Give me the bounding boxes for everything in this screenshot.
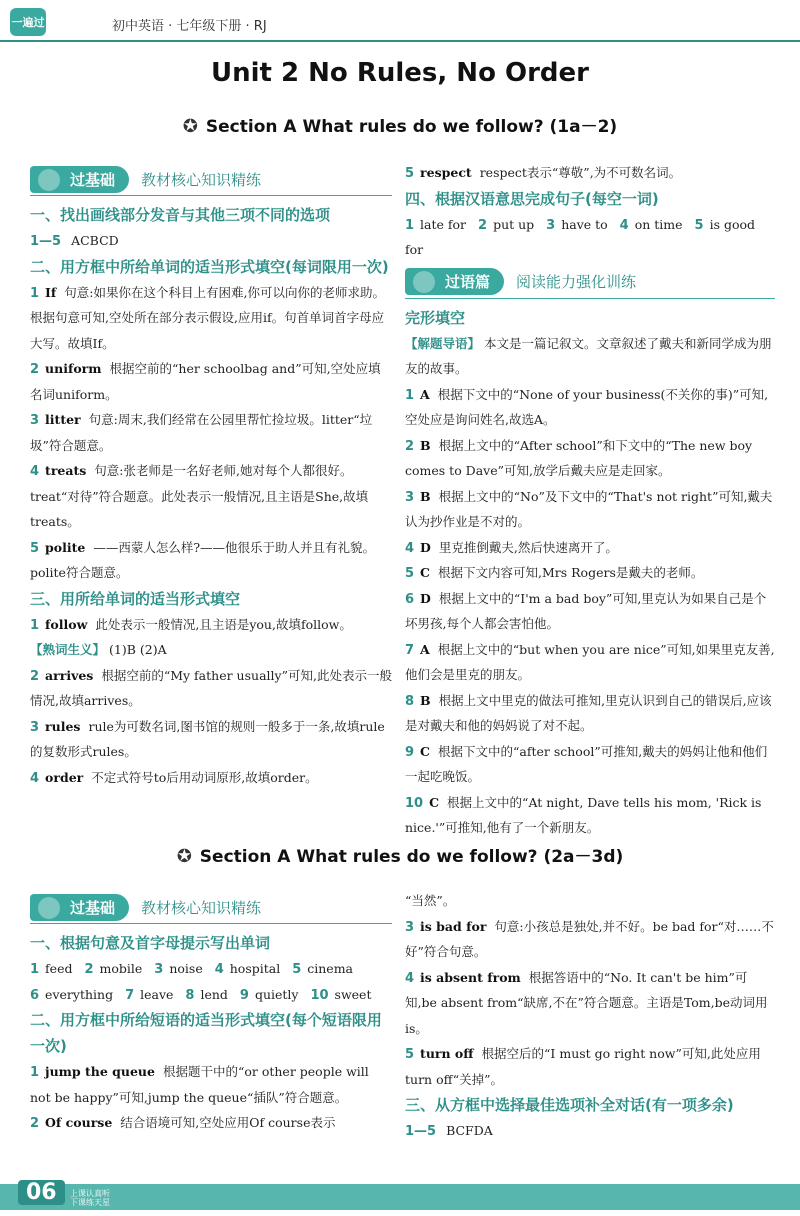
answer-item xyxy=(30,407,392,458)
item-explanation: 根据上文中里克的做法可推知,里克认识到自己的错误后,应该是对戴夫和他的妈妈说了对不起。 xyxy=(405,692,772,733)
item-answer: is absent from xyxy=(420,969,521,985)
item-explanation: 根据上文中的“At night, Dave tells his mom, 'Rick is nice.'”可推知,他有了一个新朋友。 xyxy=(405,794,762,835)
item-explanation: 根据下文中的“after school”可推知,戴夫的妈妈让他和他们一起吃晚饭。 xyxy=(405,743,768,784)
item-number: 5 xyxy=(405,166,415,181)
banner-reading xyxy=(405,265,775,299)
item-number: 2 xyxy=(405,438,415,454)
item-answer: arrives xyxy=(45,667,94,683)
item-number: 1 xyxy=(30,285,40,301)
footer-slogan-line: 下课练天星 xyxy=(70,1198,110,1207)
page-number: 06 xyxy=(18,1180,65,1205)
banner-subtitle: 教材核心知识精练 xyxy=(141,898,262,917)
item-number: 3 xyxy=(154,962,164,977)
answer-item xyxy=(405,914,775,965)
item-explanation: 里克推倒戴夫,然后快速离开了。 xyxy=(438,539,618,555)
item-answer: is bad for xyxy=(420,918,487,934)
item-answer: leave xyxy=(140,986,174,1002)
answer-item xyxy=(30,765,392,791)
footer-slogan-line: 上课认真听 xyxy=(70,1189,110,1198)
item-explanation: 句意:张老师是一名好老师,她对每个人都很好。treat“对待”符合题意。此处表示一般情况,且主语是She,故填treats。 xyxy=(30,463,369,529)
answer-item xyxy=(30,458,392,535)
item-explanation: 不定式符号to后用动词原形,故填order。 xyxy=(91,769,318,785)
item-explanation: 根据空前的“her schoolbag and”可知,空处应填名词uniform。 xyxy=(30,361,381,402)
section1-left-column xyxy=(30,160,392,790)
item-answer: C xyxy=(420,565,430,580)
star-icon: ✪ xyxy=(176,846,192,867)
item-number: 5 xyxy=(30,540,40,556)
item-answer: sweet xyxy=(334,986,372,1002)
item-number: 6 xyxy=(405,591,415,607)
item-answer: Of course xyxy=(45,1115,113,1130)
guide-label: 【解题导语】 xyxy=(405,335,481,351)
item-answer: follow xyxy=(45,616,88,632)
item-answer: on time xyxy=(634,216,683,232)
answer-item xyxy=(405,1041,775,1092)
answer-range: 1—5 xyxy=(30,234,62,249)
item-explanation: 句意:如果你在这个科目上有困难,你可以向你的老师求助。根据句意可知,空处所在部分表示假设,应用if。句首单词首字母应大写。故填If。 xyxy=(30,284,385,351)
course-label: 初中英语 · 七年级下册 · RJ xyxy=(112,19,267,34)
item-answer: A xyxy=(420,386,430,402)
item-number: 2 xyxy=(30,1116,40,1131)
item-explanation: 根据空前的“My father usually”可知,此处表示一般情况,故填arrives。 xyxy=(30,667,392,708)
item-answer: late for xyxy=(420,216,467,232)
item-explanation: rule为可数名词,图书馆的规则一般多于一条,故填rule的复数形式rules。 xyxy=(30,718,385,759)
answer-item xyxy=(405,535,775,561)
item-number: 10 xyxy=(405,795,424,811)
note-label: 【熟词生义】 xyxy=(30,642,106,657)
page-footer xyxy=(0,1172,800,1216)
item-number: 9 xyxy=(405,744,415,760)
banner-basics xyxy=(30,890,392,924)
item-explanation: 根据答语中的“No. It can't be him”可知,be absent from“缺席,不在”符合题意。主语是Tom,be动词用is。 xyxy=(405,969,768,1036)
item-answer: jump the queue xyxy=(45,1064,155,1079)
item-answer: B xyxy=(420,437,431,453)
answer-line xyxy=(405,1118,775,1144)
exercise-heading: 二、用方框中所给短语的适当形式填空(每个短语限用一次) xyxy=(30,1011,382,1055)
answer-row xyxy=(30,982,392,1008)
banner-basics xyxy=(30,162,392,196)
answer-item xyxy=(30,356,392,407)
item-number: 8 xyxy=(185,987,195,1003)
item-answer: polite xyxy=(45,539,86,555)
item-answer: feed xyxy=(45,961,73,976)
footer-slogan xyxy=(70,1189,120,1207)
answer-item xyxy=(30,612,392,638)
section-title-2 xyxy=(0,842,800,867)
note-text: (1)B (2)A xyxy=(109,642,167,657)
item-number: 1 xyxy=(30,962,40,977)
answer-item xyxy=(405,790,775,841)
exercise-heading: 三、用所给单词的适当形式填空 xyxy=(30,589,241,608)
item-answer: is good for xyxy=(405,216,756,257)
item-answer: put up xyxy=(493,216,535,232)
item-answer: B xyxy=(420,488,431,504)
banner-tag: 过基础 xyxy=(30,894,129,921)
item-answer: A xyxy=(420,641,430,657)
answer-item xyxy=(405,637,775,688)
exercise-heading: 一、根据句意及首字母提示写出单词 xyxy=(30,934,271,952)
item-number: 1 xyxy=(405,387,415,403)
answer-item xyxy=(405,160,775,186)
answer-item xyxy=(30,714,392,765)
exercise-heading: 二、用方框中所给单词的适当形式填空(每词限用一次) xyxy=(30,257,389,276)
banner-divider xyxy=(30,195,392,196)
banner-tag: 过语篇 xyxy=(405,268,504,295)
footer-bar xyxy=(0,1184,800,1210)
item-number: 9 xyxy=(239,987,249,1003)
answer-item xyxy=(30,1110,392,1136)
section-title-1 xyxy=(0,112,800,137)
item-answer: D xyxy=(420,539,431,555)
item-explanation: 根据题干中的“or other people will not be happy”可知,jump the queue“插队”符合题意。 xyxy=(30,1064,369,1105)
item-answer: C xyxy=(429,794,440,810)
continued-text: “当然”。 xyxy=(405,893,456,908)
item-number: 3 xyxy=(30,413,40,428)
item-number: 1 xyxy=(405,217,415,233)
exercise-heading: 四、根据汉语意思完成句子(每空一词) xyxy=(405,189,659,208)
item-number: 5 xyxy=(694,217,704,233)
answer-item xyxy=(30,280,392,357)
banner-divider xyxy=(30,923,392,924)
item-answer: have to xyxy=(561,216,608,232)
cloze-heading: 完形填空 xyxy=(405,308,466,327)
item-number: 3 xyxy=(405,919,415,935)
item-answer: order xyxy=(45,769,84,785)
item-answer: uniform xyxy=(45,361,102,376)
note-line xyxy=(30,637,392,663)
item-explanation: 根据上文中的“No”及下文中的“That's not right”可知,戴夫认为抄作业是不对的。 xyxy=(405,488,773,529)
item-answer: C xyxy=(420,743,430,759)
item-number: 7 xyxy=(125,987,135,1003)
item-explanation: 此处表示一般情况,且主语是you,故填follow。 xyxy=(95,616,352,632)
answer-text: ACBCD xyxy=(71,233,119,248)
item-explanation: 根据空后的“I must go right now”可知,此处应用turn off“关掉”。 xyxy=(405,1046,761,1087)
item-number: 10 xyxy=(310,987,329,1003)
answer-item xyxy=(405,739,775,790)
answer-item xyxy=(405,965,775,1042)
item-number: 2 xyxy=(84,962,94,977)
header-divider xyxy=(0,40,800,42)
answer-line xyxy=(30,228,392,254)
item-explanation: 根据上文中的“After school”和下文中的“The new boy comes to Dave”可知,放学后戴夫应是走回家。 xyxy=(405,437,753,478)
item-explanation: 根据下文中的“None of your business(不关你的事)”可知,空处应是询问姓名,故选A。 xyxy=(405,386,769,427)
item-explanation: 句意:小孩总是独处,并不好。be bad for“对……不好”符合句意。 xyxy=(405,918,774,959)
item-answer: turn off xyxy=(420,1046,474,1061)
answer-item xyxy=(405,560,775,586)
item-explanation: 结合语境可知,空处应用Of course表示 xyxy=(120,1115,336,1130)
item-number: 4 xyxy=(214,962,224,977)
item-number: 3 xyxy=(405,489,415,505)
section-title-1-text: Section A What rules do we follow? (1a－2) xyxy=(205,117,618,137)
banner-divider xyxy=(405,298,775,299)
answer-item xyxy=(30,1059,392,1110)
item-number: 2 xyxy=(30,668,40,684)
item-number: 4 xyxy=(405,540,415,556)
item-explanation: 根据下文内容可知,Mrs Rogers是戴夫的老师。 xyxy=(438,565,704,580)
item-answer: rules xyxy=(45,718,81,734)
item-number: 4 xyxy=(405,970,415,986)
item-number: 4 xyxy=(619,217,629,233)
unit-title: Unit 2 No Rules, No Order xyxy=(211,58,589,88)
answer-row xyxy=(405,212,775,263)
answer-text: BCFDA xyxy=(446,1123,493,1138)
item-number: 5 xyxy=(292,962,302,977)
banner-subtitle: 阅读能力强化训练 xyxy=(516,273,637,291)
item-explanation: 句意:周末,我们经常在公园里帮忙捡垃圾。litter“垃圾”符合题意。 xyxy=(30,412,373,453)
item-answer: noise xyxy=(169,961,203,976)
item-number: 1 xyxy=(30,617,40,633)
item-answer: litter xyxy=(45,412,81,427)
item-number: 2 xyxy=(30,362,40,377)
item-number: 8 xyxy=(405,693,415,709)
brand-logo-icon: 一遍过 xyxy=(10,8,46,36)
section1-right-column xyxy=(405,160,775,841)
item-answer: cinema xyxy=(307,961,354,976)
item-explanation: respect表示“尊敬”,为不可数名词。 xyxy=(479,165,682,180)
item-answer: mobile xyxy=(99,961,143,976)
exercise-heading: 一、找出画线部分发音与其他三项不同的选项 xyxy=(30,206,331,224)
item-number: 7 xyxy=(405,642,415,658)
answer-item xyxy=(405,382,775,433)
answer-row xyxy=(30,956,392,982)
banner-subtitle: 教材核心知识精练 xyxy=(141,170,262,189)
item-number: 5 xyxy=(405,566,415,581)
answer-item xyxy=(405,484,775,535)
item-answer: lend xyxy=(200,986,228,1002)
answer-item xyxy=(405,688,775,739)
item-answer: respect xyxy=(420,165,472,180)
item-number: 1 xyxy=(30,1065,40,1080)
item-explanation: 根据上文中的“I'm a bad boy”可知,里克认为如果自己是个坏男孩,每个人都会害怕他。 xyxy=(405,590,767,631)
item-answer: quietly xyxy=(254,986,299,1002)
answer-item xyxy=(405,586,775,637)
item-answer: B xyxy=(420,692,431,708)
item-explanation: ——西蒙人怎么样?——他很乐于助人并且有礼貌。polite符合题意。 xyxy=(30,539,376,580)
item-number: 4 xyxy=(30,770,40,786)
guide-text: 本文是一篇记叙文。文章叙述了戴夫和新同学成为朋友的故事。 xyxy=(405,335,772,376)
answer-item xyxy=(405,433,775,484)
item-explanation: 根据上文中的“but when you are nice”可知,如果里克友善,他们会是里克的朋友。 xyxy=(405,641,775,682)
item-answer: everything xyxy=(45,986,114,1002)
item-answer: If xyxy=(45,284,57,300)
item-number: 4 xyxy=(30,464,40,479)
item-answer: hospital xyxy=(229,961,281,976)
page-header xyxy=(0,0,800,44)
item-number: 3 xyxy=(30,719,40,735)
item-number: 2 xyxy=(478,217,488,233)
item-number: 6 xyxy=(30,987,40,1003)
answer-item xyxy=(30,535,392,586)
answer-item xyxy=(30,663,392,714)
item-number: 5 xyxy=(405,1047,415,1062)
exercise-heading: 三、从方框中选择最佳选项补全对话(有一项多余) xyxy=(405,1096,734,1114)
item-answer: treats xyxy=(45,463,87,478)
guide-paragraph xyxy=(405,331,775,382)
section2-right-column xyxy=(405,888,775,1144)
star-icon: ✪ xyxy=(182,116,198,137)
banner-tag: 过基础 xyxy=(30,166,129,193)
section2-left-column xyxy=(30,888,392,1136)
item-number: 3 xyxy=(546,217,556,233)
answer-range: 1—5 xyxy=(405,1124,437,1139)
item-answer: D xyxy=(420,590,431,606)
section-title-2-text: Section A What rules do we follow? (2a－3d) xyxy=(199,847,624,867)
